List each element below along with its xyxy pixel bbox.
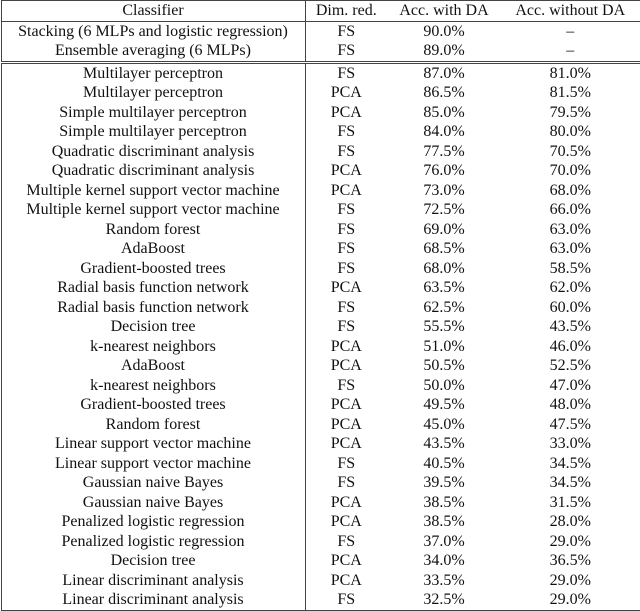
table-row (1, 551, 640, 571)
cell-acc-without-da: 66.0% (501, 200, 640, 220)
cell-classifier: AdaBoost (1, 239, 305, 259)
cell-dim-red: FS (305, 298, 387, 318)
table-body (1, 21, 640, 610)
header-acc-with-da: Acc. with DA (387, 1, 501, 22)
cell-acc-with-da: 32.5% (387, 590, 501, 610)
cell-classifier: Gradient-boosted trees (1, 259, 305, 279)
cell-dim-red: FS (305, 239, 387, 259)
cell-acc-without-da: 43.5% (501, 317, 640, 337)
cell-dim-red: FS (305, 122, 387, 142)
cell-acc-without-da: 63.0% (501, 220, 640, 240)
cell-acc-without-da: 29.0% (501, 571, 640, 591)
cell-acc-with-da: 68.0% (387, 259, 501, 279)
cell-acc-without-da: 81.5% (501, 83, 640, 103)
cell-acc-with-da: 63.5% (387, 278, 501, 298)
cell-acc-with-da: 40.5% (387, 454, 501, 474)
cell-classifier: Simple multilayer perceptron (1, 103, 305, 123)
cell-classifier: Penalized logistic regression (1, 512, 305, 532)
table-row (1, 473, 640, 493)
cell-acc-with-da: 76.0% (387, 161, 501, 181)
cell-dim-red: FS (305, 200, 387, 220)
cell-classifier: Gradient-boosted trees (1, 395, 305, 415)
cell-acc-without-da: – (501, 41, 640, 62)
cell-acc-without-da: 80.0% (501, 122, 640, 142)
table-row (1, 415, 640, 435)
header-acc-without-da: Acc. without DA (501, 1, 640, 22)
table-row (1, 532, 640, 552)
cell-classifier: Decision tree (1, 551, 305, 571)
cell-acc-with-da: 33.5% (387, 571, 501, 591)
cell-acc-with-da: 72.5% (387, 200, 501, 220)
table-row (1, 83, 640, 103)
cell-dim-red: FS (305, 259, 387, 279)
table-row (1, 298, 640, 318)
cell-acc-with-da: 38.5% (387, 493, 501, 513)
cell-acc-without-da: 28.0% (501, 512, 640, 532)
cell-acc-with-da: 50.0% (387, 376, 501, 396)
cell-acc-without-da: 70.5% (501, 142, 640, 162)
cell-acc-with-da: 73.0% (387, 181, 501, 201)
cell-dim-red: PCA (305, 434, 387, 454)
cell-acc-with-da: 45.0% (387, 415, 501, 435)
cell-dim-red: PCA (305, 512, 387, 532)
cell-dim-red: FS (305, 41, 387, 62)
cell-dim-red: PCA (305, 278, 387, 298)
cell-acc-without-da: 47.0% (501, 376, 640, 396)
cell-dim-red: FS (305, 532, 387, 552)
cell-acc-with-da: 84.0% (387, 122, 501, 142)
cell-classifier: Penalized logistic regression (1, 532, 305, 552)
cell-classifier: Multiple kernel support vector machine (1, 181, 305, 201)
table-row (1, 239, 640, 259)
cell-classifier: Random forest (1, 415, 305, 435)
cell-acc-without-da: 31.5% (501, 493, 640, 513)
header-classifier: Classifier (1, 1, 305, 22)
cell-classifier: Linear discriminant analysis (1, 571, 305, 591)
table-row (1, 571, 640, 591)
table-row (1, 434, 640, 454)
table-row (1, 278, 640, 298)
cell-acc-without-da: 47.5% (501, 415, 640, 435)
table-row (1, 181, 640, 201)
table-row (1, 62, 640, 83)
cell-classifier: Ensemble averaging (6 MLPs) (1, 41, 305, 62)
cell-acc-without-da: – (501, 21, 640, 41)
table-row (1, 220, 640, 240)
header-row (1, 1, 640, 22)
cell-classifier: Stacking (6 MLPs and logistic regression) (1, 21, 305, 41)
cell-acc-with-da: 50.5% (387, 356, 501, 376)
table-row (1, 356, 640, 376)
cell-acc-with-da: 86.5% (387, 83, 501, 103)
cell-acc-with-da: 49.5% (387, 395, 501, 415)
table-row (1, 200, 640, 220)
cell-classifier: AdaBoost (1, 356, 305, 376)
cell-dim-red: PCA (305, 356, 387, 376)
cell-classifier: Linear discriminant analysis (1, 590, 305, 610)
cell-acc-without-da: 60.0% (501, 298, 640, 318)
cell-dim-red: FS (305, 376, 387, 396)
cell-acc-with-da: 43.5% (387, 434, 501, 454)
cell-dim-red: PCA (305, 415, 387, 435)
cell-acc-with-da: 51.0% (387, 337, 501, 357)
cell-acc-without-da: 29.0% (501, 532, 640, 552)
cell-acc-with-da: 55.5% (387, 317, 501, 337)
cell-acc-with-da: 34.0% (387, 551, 501, 571)
cell-acc-without-da: 52.5% (501, 356, 640, 376)
table-row (1, 512, 640, 532)
cell-dim-red: PCA (305, 337, 387, 357)
cell-acc-without-da: 34.5% (501, 454, 640, 474)
cell-acc-with-da: 39.5% (387, 473, 501, 493)
cell-acc-without-da: 68.0% (501, 181, 640, 201)
cell-dim-red: PCA (305, 161, 387, 181)
cell-dim-red: PCA (305, 83, 387, 103)
cell-classifier: k-nearest neighbors (1, 376, 305, 396)
cell-classifier: Multilayer perceptron (1, 62, 305, 83)
cell-dim-red: PCA (305, 551, 387, 571)
cell-acc-with-da: 87.0% (387, 62, 501, 83)
results-table (1, 0, 640, 611)
cell-classifier: Linear support vector machine (1, 454, 305, 474)
cell-acc-without-da: 48.0% (501, 395, 640, 415)
ensemble-row (1, 41, 640, 62)
table-row (1, 122, 640, 142)
table-row (1, 142, 640, 162)
cell-acc-without-da: 29.0% (501, 590, 640, 610)
cell-dim-red: FS (305, 317, 387, 337)
cell-dim-red: PCA (305, 181, 387, 201)
cell-dim-red: FS (305, 21, 387, 41)
header-dim-red: Dim. red. (305, 1, 387, 22)
cell-dim-red: FS (305, 454, 387, 474)
cell-classifier: k-nearest neighbors (1, 337, 305, 357)
cell-acc-with-da: 69.0% (387, 220, 501, 240)
table-row (1, 493, 640, 513)
cell-acc-with-da: 77.5% (387, 142, 501, 162)
table-row (1, 376, 640, 396)
table-row (1, 337, 640, 357)
cell-dim-red: PCA (305, 571, 387, 591)
cell-acc-with-da: 62.5% (387, 298, 501, 318)
table-row (1, 395, 640, 415)
cell-classifier: Random forest (1, 220, 305, 240)
cell-acc-without-da: 79.5% (501, 103, 640, 123)
cell-acc-without-da: 34.5% (501, 473, 640, 493)
ensemble-row (1, 21, 640, 41)
cell-dim-red: PCA (305, 395, 387, 415)
cell-acc-with-da: 89.0% (387, 41, 501, 62)
table-row (1, 454, 640, 474)
cell-acc-without-da: 62.0% (501, 278, 640, 298)
cell-classifier: Multilayer perceptron (1, 83, 305, 103)
cell-classifier: Quadratic discriminant analysis (1, 142, 305, 162)
cell-dim-red: FS (305, 62, 387, 83)
cell-dim-red: PCA (305, 493, 387, 513)
cell-dim-red: FS (305, 142, 387, 162)
cell-acc-with-da: 37.0% (387, 532, 501, 552)
cell-dim-red: FS (305, 220, 387, 240)
cell-acc-without-da: 70.0% (501, 161, 640, 181)
cell-acc-without-da: 33.0% (501, 434, 640, 454)
cell-acc-with-da: 38.5% (387, 512, 501, 532)
cell-dim-red: FS (305, 590, 387, 610)
cell-classifier: Radial basis function network (1, 278, 305, 298)
cell-acc-without-da: 63.0% (501, 239, 640, 259)
cell-acc-without-da: 46.0% (501, 337, 640, 357)
table-row (1, 259, 640, 279)
table-row (1, 590, 640, 610)
cell-classifier: Decision tree (1, 317, 305, 337)
cell-dim-red: FS (305, 473, 387, 493)
cell-dim-red: PCA (305, 103, 387, 123)
cell-acc-without-da: 58.5% (501, 259, 640, 279)
cell-acc-without-da: 36.5% (501, 551, 640, 571)
cell-acc-without-da: 81.0% (501, 62, 640, 83)
cell-classifier: Multiple kernel support vector machine (1, 200, 305, 220)
cell-classifier: Simple multilayer perceptron (1, 122, 305, 142)
cell-classifier: Gaussian naive Bayes (1, 473, 305, 493)
table-row (1, 161, 640, 181)
cell-acc-with-da: 90.0% (387, 21, 501, 41)
table-row (1, 103, 640, 123)
cell-classifier: Linear support vector machine (1, 434, 305, 454)
cell-classifier: Radial basis function network (1, 298, 305, 318)
cell-classifier: Quadratic discriminant analysis (1, 161, 305, 181)
table-row (1, 317, 640, 337)
cell-classifier: Gaussian naive Bayes (1, 493, 305, 513)
cell-acc-with-da: 68.5% (387, 239, 501, 259)
cell-acc-with-da: 85.0% (387, 103, 501, 123)
